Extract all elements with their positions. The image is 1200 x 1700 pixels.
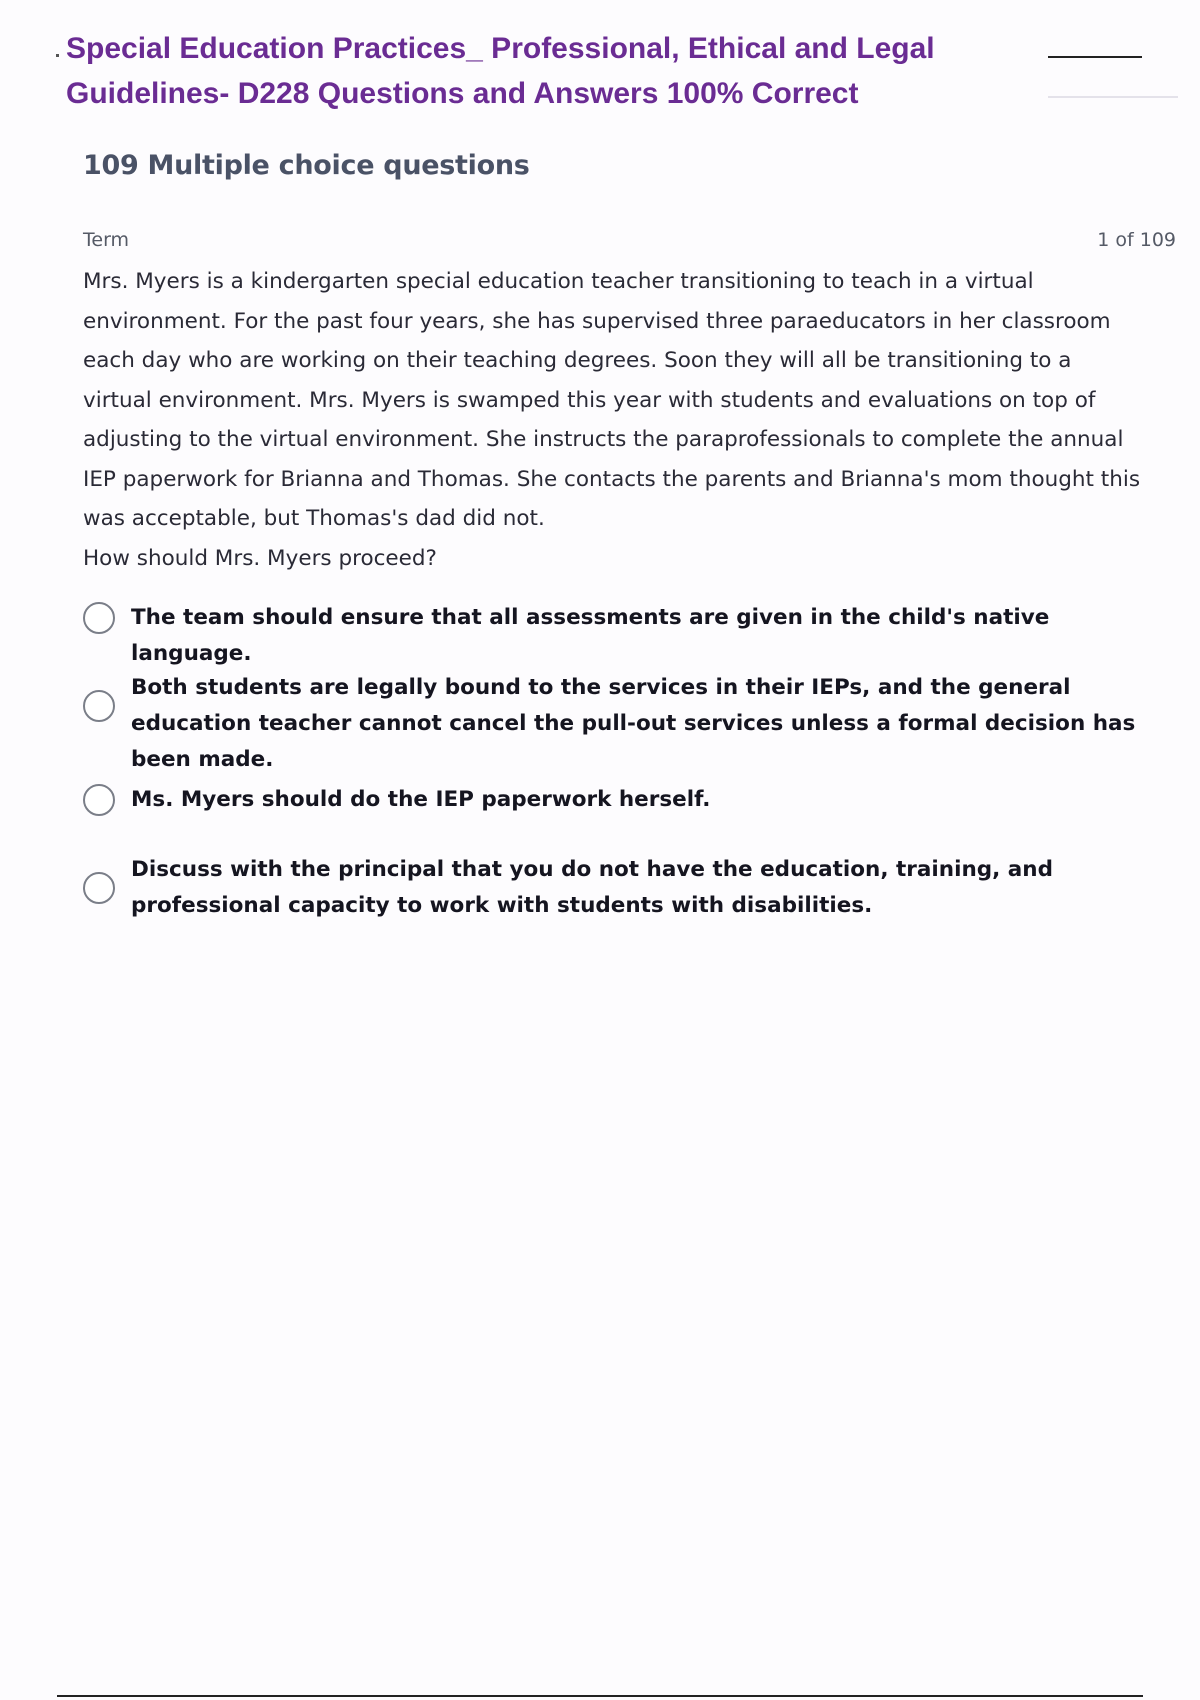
footer-rule bbox=[57, 1695, 1143, 1697]
card-type-label: Term bbox=[83, 229, 130, 251]
question-prompt: How should Mrs. Myers proceed? bbox=[83, 545, 437, 571]
header-rule-faint bbox=[1048, 96, 1178, 98]
answer-option-3[interactable] bbox=[83, 780, 1163, 820]
answer-option-2[interactable] bbox=[83, 670, 1163, 772]
question-body: Mrs. Myers is a kindergarten special education teacher transitioning to teach in a virtual environment. For the past four years, she has supervised three paraeducators in her classroom each day who are working on their teaching degrees. Soon they will all be transitioning to a virtual environment. Mrs. Myers is swamped this year with students and evaluations on top of adjusting to the virtual environment. She instructs the paraprofessionals to complete the annual IEP paperwork for Brianna and Thomas. She contacts the parents and Brianna's mom thought this was acceptable, but Thomas's dad did not. bbox=[83, 269, 1141, 531]
header-rule bbox=[1048, 56, 1142, 58]
answer-option-4[interactable] bbox=[83, 852, 1163, 926]
answer-option-text: Discuss with the principal that you do not have the education, training, and professional capacity to work with students with disabilities. bbox=[131, 857, 1053, 918]
document-title: Special Education Practices_ Professional, Ethical and Legal Guidelines- D228 Questions and Answers 100% Correct bbox=[66, 32, 935, 110]
radio-button-icon[interactable] bbox=[83, 784, 115, 816]
answer-option-text: Both students are legally bound to the services in their IEPs, and the general education teacher cannot cancel the pull-out services unless a formal decision has been made. bbox=[131, 675, 1136, 772]
answer-option-text: The team should ensure that all assessments are given in the child's native language. bbox=[131, 605, 1050, 666]
card-counter: 1 of 109 bbox=[1097, 229, 1176, 251]
title-bullet-dot bbox=[56, 54, 59, 57]
question-text bbox=[83, 262, 1143, 578]
radio-button-icon[interactable] bbox=[83, 872, 115, 904]
radio-button-icon[interactable] bbox=[83, 690, 115, 722]
answer-option-text: Ms. Myers should do the IEP paperwork herself. bbox=[131, 787, 711, 812]
radio-button-icon[interactable] bbox=[83, 602, 115, 634]
quiz-heading: 109 Multiple choice questions bbox=[83, 150, 530, 181]
answer-option-1[interactable] bbox=[83, 598, 1163, 666]
